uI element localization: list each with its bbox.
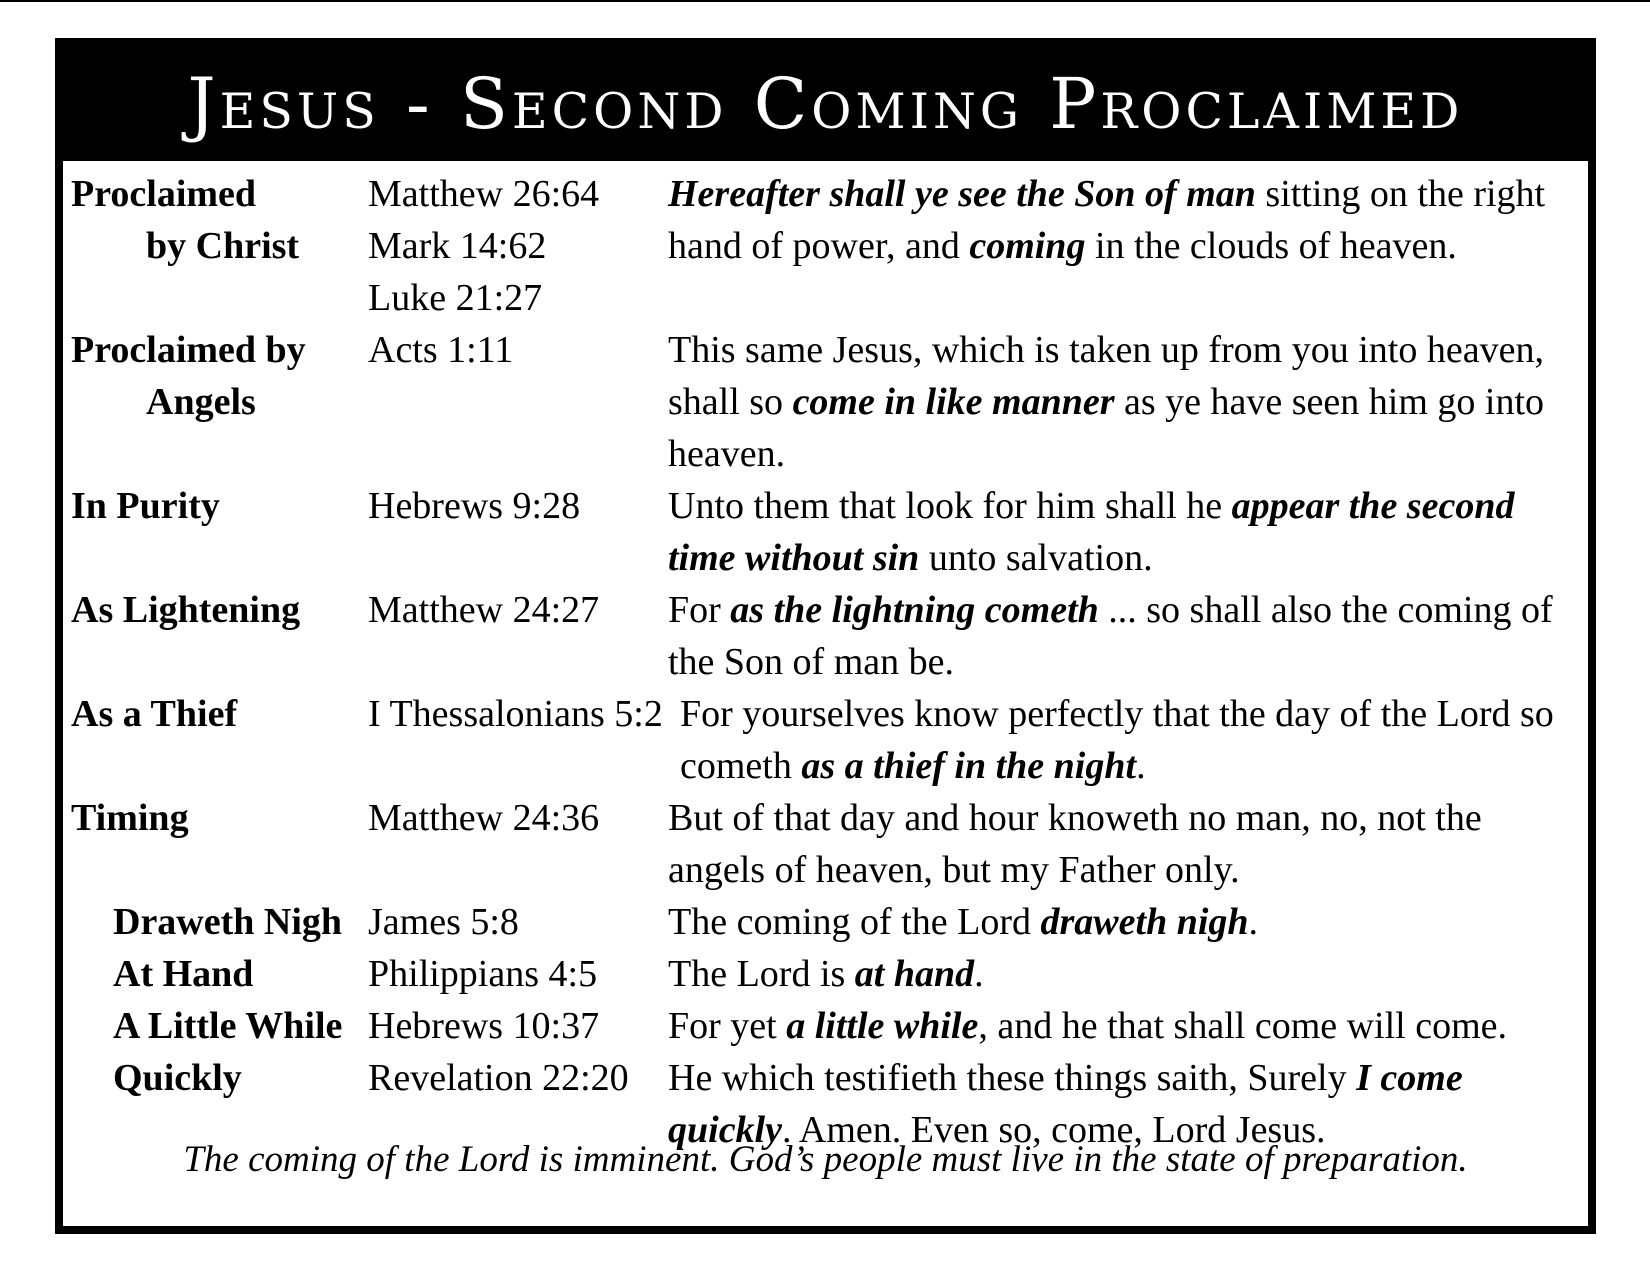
scripture-reference: I Thessalonians 5:2 bbox=[368, 693, 663, 735]
verse-segment: . bbox=[974, 953, 984, 995]
verse-segment: . bbox=[1136, 745, 1146, 787]
verse-segment: , and he that shall come will come. bbox=[978, 1005, 1508, 1047]
verse-text bbox=[668, 584, 1586, 688]
verse-segment: He which testifieth these things saith, Surely bbox=[668, 1057, 1357, 1099]
topic-label: As a Thief bbox=[71, 693, 238, 735]
verse-segment: For bbox=[668, 589, 731, 631]
verse-emphasis: a little while bbox=[786, 1005, 979, 1047]
verse-segment: Unto them that look for him shall he bbox=[668, 485, 1232, 527]
title-bar bbox=[63, 46, 1588, 161]
reference-cell bbox=[368, 896, 668, 948]
verse-emphasis: coming bbox=[969, 225, 1086, 267]
topic-label: Proclaimed by bbox=[71, 329, 306, 371]
scripture-reference: Matthew 24:27 bbox=[368, 589, 600, 631]
table-row bbox=[71, 324, 1586, 480]
scripture-reference: Hebrews 10:37 bbox=[368, 1005, 600, 1047]
table-row bbox=[71, 948, 1586, 1000]
scripture-reference: Acts 1:11 bbox=[368, 329, 514, 371]
topic-label: In Purity bbox=[71, 485, 220, 527]
verse-text bbox=[668, 792, 1586, 896]
scripture-reference: Mark 14:62 bbox=[368, 225, 547, 267]
scripture-reference: Luke 21:27 bbox=[368, 277, 543, 319]
scripture-reference: Matthew 24:36 bbox=[368, 797, 600, 839]
scripture-reference: Matthew 26:64 bbox=[368, 173, 600, 215]
verse-text bbox=[668, 168, 1586, 324]
topic-cell bbox=[71, 584, 368, 688]
verse-emphasis: as a thief in the night bbox=[801, 745, 1137, 787]
topic-cell bbox=[71, 792, 368, 896]
verse-text bbox=[668, 896, 1586, 948]
page-title: Jesus - Second Coming Proclaimed bbox=[187, 62, 1464, 145]
topic-label: A Little While bbox=[113, 1005, 343, 1047]
topic-cell bbox=[71, 948, 368, 1000]
topic-label: Quickly bbox=[113, 1057, 242, 1099]
verse-emphasis: as the lightning cometh bbox=[730, 589, 1099, 631]
verse-segment: The Lord is bbox=[668, 953, 855, 995]
verse-segment: in the clouds of heaven. bbox=[1085, 225, 1457, 267]
scripture-reference: Revelation 22:20 bbox=[368, 1057, 629, 1099]
topic-label: As Lightening bbox=[71, 589, 301, 631]
verse-emphasis: appear the second time without sin bbox=[668, 485, 1515, 579]
verse-table bbox=[71, 168, 1586, 1156]
topic-label: Draweth Nigh bbox=[113, 901, 343, 943]
verse-segment: sitting on the right hand of power, and bbox=[668, 173, 1546, 267]
reference-cell bbox=[368, 584, 668, 688]
verse-text bbox=[668, 948, 1586, 1000]
verse-emphasis: at hand bbox=[854, 953, 975, 995]
reference-cell bbox=[368, 480, 668, 584]
topic-cell bbox=[71, 1000, 368, 1052]
topic-cell bbox=[71, 324, 368, 480]
verse-text bbox=[668, 1000, 1586, 1052]
verse-text bbox=[668, 480, 1586, 584]
verse-segment: The coming of the Lord bbox=[668, 901, 1041, 943]
verse-emphasis: come in like manner bbox=[792, 381, 1115, 423]
table-row bbox=[71, 896, 1586, 948]
table-row bbox=[71, 168, 1586, 324]
table-row bbox=[71, 688, 1586, 792]
topic-label: Proclaimed bbox=[71, 173, 257, 215]
verse-emphasis: Hereafter shall ye see the Son of man bbox=[668, 173, 1256, 215]
topic-cell bbox=[71, 896, 368, 948]
topic-cell bbox=[71, 480, 368, 584]
verse-emphasis: I come quickly bbox=[668, 1057, 1463, 1151]
top-rule bbox=[0, 0, 1650, 2]
reference-cell bbox=[368, 688, 680, 792]
verse-segment: ... so shall also the coming of the Son of man be. bbox=[668, 589, 1553, 683]
reference-cell bbox=[368, 324, 668, 480]
table-row bbox=[71, 480, 1586, 584]
scripture-reference: James 5:8 bbox=[368, 901, 519, 943]
reference-cell bbox=[368, 168, 668, 324]
table-row bbox=[71, 1000, 1586, 1052]
verse-text bbox=[680, 688, 1586, 792]
verse-segment: . bbox=[1248, 901, 1259, 943]
footer-note: The coming of the Lord is imminent. God’s people must live in the state of preparation. bbox=[183, 1139, 1468, 1180]
topic-label: Timing bbox=[71, 797, 189, 839]
verse-emphasis: draweth nigh bbox=[1040, 901, 1249, 943]
topic-cell bbox=[71, 688, 368, 792]
verse-text bbox=[668, 324, 1586, 480]
verse-segment: unto salvation. bbox=[919, 537, 1153, 579]
verse-segment: But of that day and hour knoweth no man, no, not the angels of heaven, but my Father only. bbox=[668, 797, 1482, 891]
reference-cell bbox=[368, 948, 668, 1000]
verse-segment: . Amen. Even so, come, Lord Jesus. bbox=[781, 1109, 1326, 1151]
topic-label: At Hand bbox=[113, 953, 254, 995]
verse-segment: For yet bbox=[668, 1005, 787, 1047]
topic-cell bbox=[71, 168, 368, 324]
reference-cell bbox=[368, 1000, 668, 1052]
table-row bbox=[71, 792, 1586, 896]
verse-segment: as ye have seen him go into heaven. bbox=[668, 381, 1545, 475]
topic-label: by Christ bbox=[146, 225, 300, 267]
verse-segment: This same Jesus, which is taken up from you into heaven, shall so bbox=[668, 329, 1544, 423]
card-frame bbox=[55, 38, 1596, 1234]
reference-cell bbox=[368, 792, 668, 896]
verse-segment: For yourselves know perfectly that the day of the Lord so cometh bbox=[680, 693, 1554, 787]
topic-label: Angels bbox=[146, 381, 256, 423]
table-row bbox=[71, 584, 1586, 688]
scripture-reference: Hebrews 9:28 bbox=[368, 485, 581, 527]
scripture-reference: Philippians 4:5 bbox=[368, 953, 598, 995]
